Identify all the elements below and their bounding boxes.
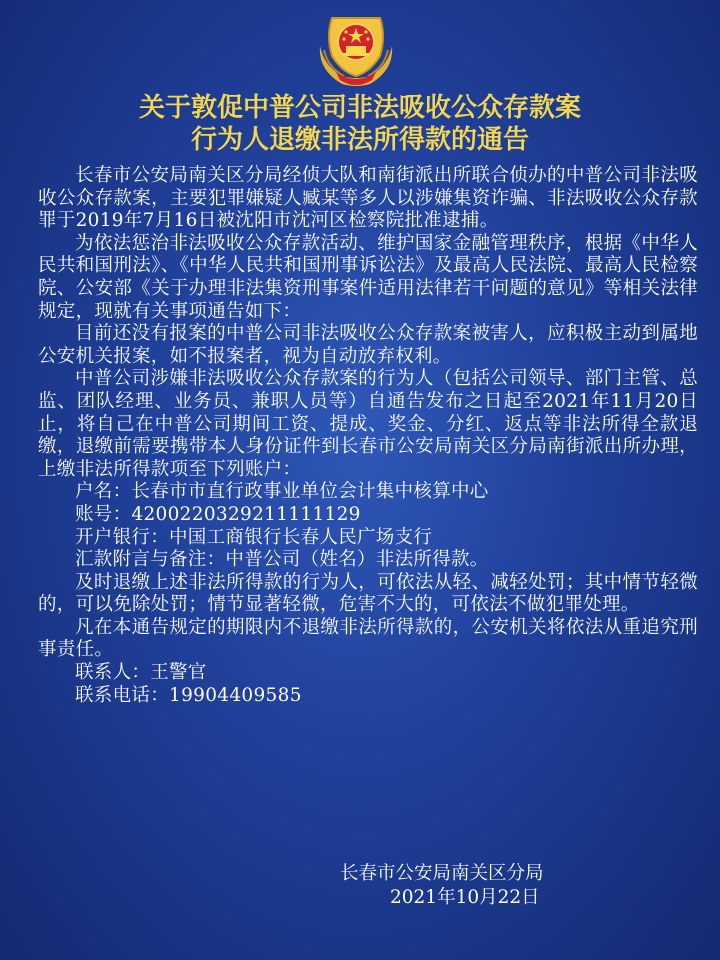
account-bank: 开户银行：中国工商银行长春人民广场支行 (75, 526, 433, 548)
account-number: 账号：4200220329211111129 (75, 503, 361, 525)
account-name: 户名：长春市市直行政事业单位会计集中核算中心 (75, 481, 489, 503)
contact-phone: 联系电话：19904409585 (75, 684, 302, 706)
paragraph-victims-report: 目前还没有报案的中普公司非法吸收公众存款案被害人，应积极主动到属地公安机关报案，如不报案者，视为自动放弃权利。 (38, 323, 698, 367)
paragraph-case-summary: 长春市公安局南关区分局经侦大队和南街派出所联合侦办的中普公司非法吸收公众存款案，主要犯罪嫌疑人臧某等多人以涉嫌集资诈骗、非法吸收公众存款罪于2019年7月16日被沈阳市沈河区检察院批准逮捕。 (38, 165, 698, 232)
contact-person: 联系人：王警官 (75, 662, 207, 684)
paragraph-refund-instructions: 中普公司涉嫌非法吸收公众存款案的行为人（包括公司领导、部门主管、总监、团队经理、业务员、兼职人员等）自通告发布之日起至2021年11月20日止，将自己在中普公司期间工资、提成、奖金、分红、返点等非法所得全款退缴，退缴前需要携带本人身份证件到长春市公安局南关区分局南街派出所办理，上缴非法所得款项至下列账户： (38, 368, 698, 480)
title-line-1: 关于敦促中普公司非法吸收公众存款案 (138, 93, 581, 123)
notice-title (0, 92, 720, 156)
paragraph-penalty: 凡在本通告规定的期限内不退缴非法所得款的，公安机关将依法从重追究刑事责任。 (38, 616, 698, 661)
paragraph-leniency: 及时退缴上述非法所得款的行为人，可依法从轻、减轻处罚；其中情节轻微的，可以免除处罚；情节显著轻微，危害不大的，可依法不做犯罪处理。 (38, 571, 698, 616)
paragraph-legal-basis: 为依法惩治非法吸收公众存款活动、维护国家金融管理秩序，根据《中华人民共和国刑法》、《中华人民共和国刑事诉讼法》及最高人民法院、最高人民检察院、公安部《关于办理非法集资刑事案件适用法律若干问题的意见》等相关法律规定，现就有关事项通告如下： (38, 232, 698, 322)
signature-block (340, 862, 580, 910)
notice-body (38, 165, 698, 707)
signature-date: 2021年10月22日 (390, 887, 540, 908)
title-line-2: 行为人退缴非法所得款的通告 (190, 125, 529, 155)
remittance-note: 汇款附言与备注：中普公司（姓名）非法所得款。 (75, 549, 489, 571)
police-emblem-icon (310, 6, 402, 90)
signature-org: 长春市公安局南关区分局 (340, 863, 544, 884)
